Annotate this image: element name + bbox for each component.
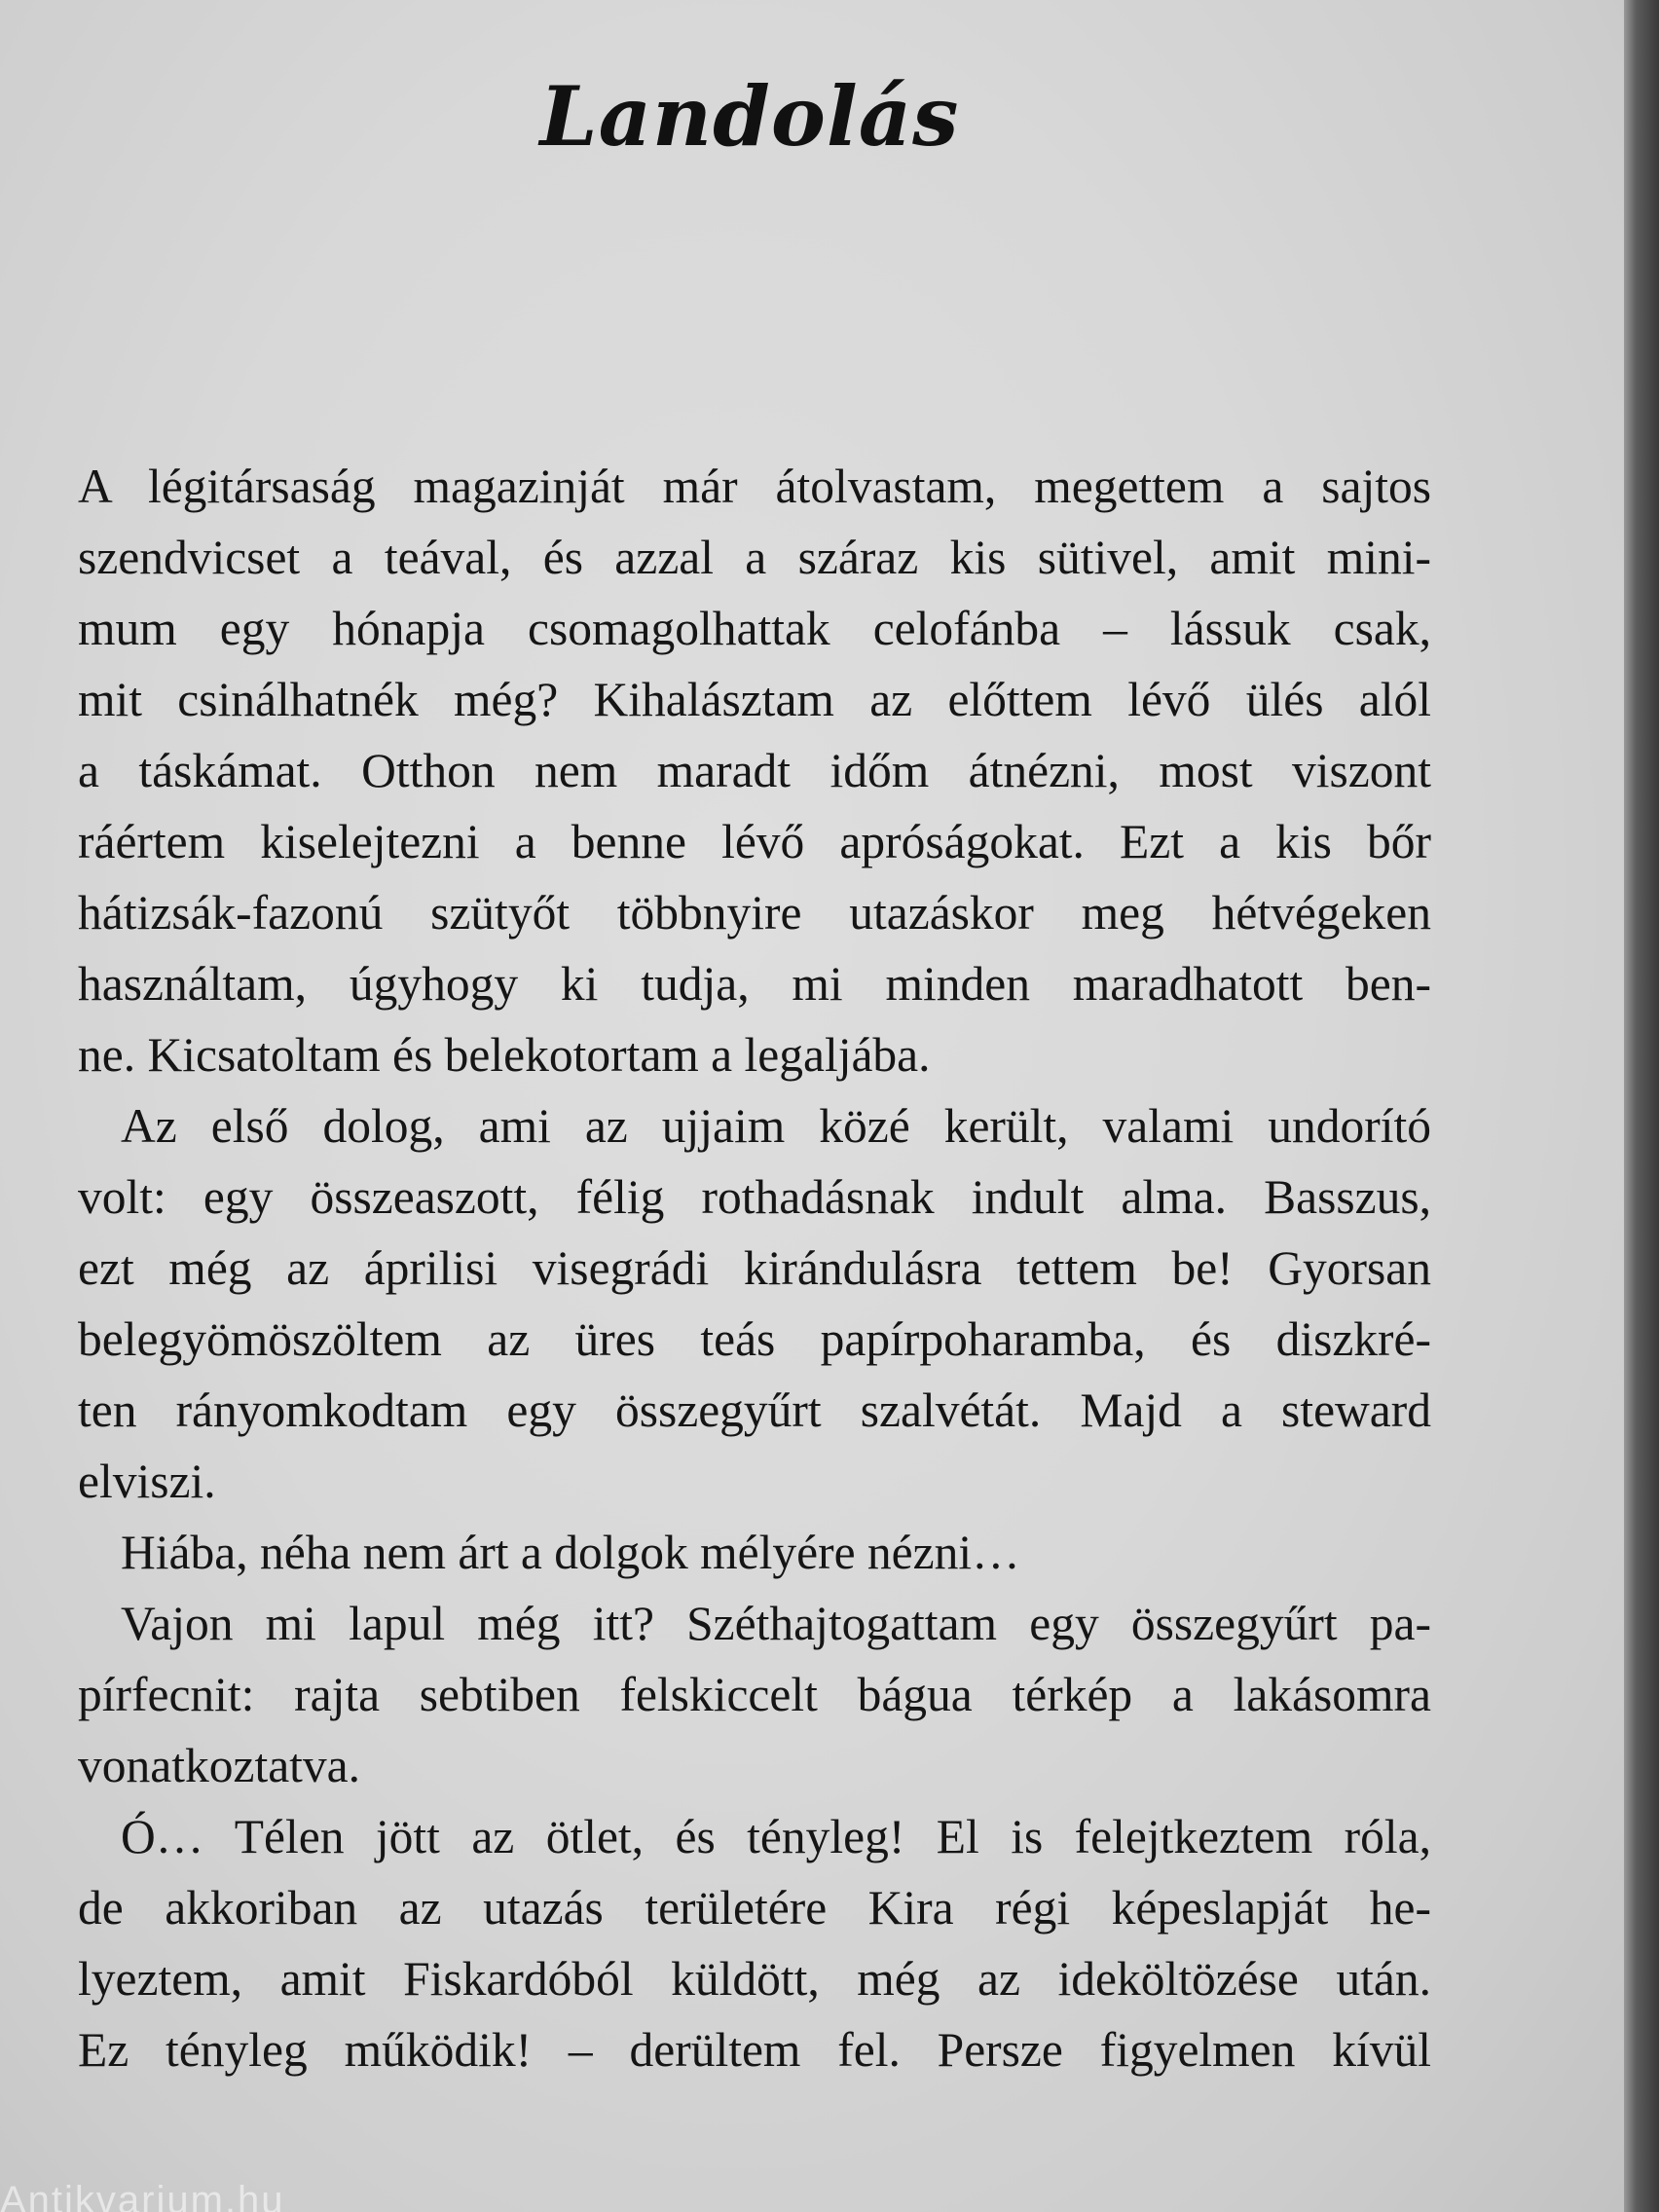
chapter-title: Landolás	[539, 68, 960, 165]
text-line: vonatkoztatva.	[78, 1739, 361, 1792]
paragraph	[78, 1517, 1431, 1588]
text-line: Ó… Télen jött az ötlet, és tényleg! El is felejtkeztem róla,	[121, 1810, 1431, 1863]
text-line: mum egy hónapja csomagolhattak celofánba – lássuk csak,	[78, 602, 1431, 655]
text-line: használtam, úgyhogy ki tudja, mi minden maradhatott ben-	[78, 957, 1431, 1011]
text-line: belegyömöszöltem az üres teás papírpoharamba, és diszkré-	[78, 1312, 1431, 1366]
text-line: lyeztem, amit Fiskardóból küldött, még az ideköltözése után.	[78, 1952, 1431, 2006]
text-line: ráértem kiselejtezni a benne lévő apróságokat. Ezt a kis bőr	[78, 815, 1431, 868]
text-line: Az első dolog, ami az ujjaim közé került, valami undorító	[121, 1099, 1431, 1153]
text-line: pírfecnit: rajta sebtiben felskiccelt bágua térkép a lakásomra	[78, 1668, 1431, 1721]
text-line: szendvicset a teával, és azzal a száraz kis sütivel, amit mini-	[78, 531, 1431, 584]
text-line: A légitársaság magazinját már átolvastam, megettem a sajtos	[78, 460, 1431, 513]
text-line: elviszi.	[78, 1455, 216, 1508]
page-edge-shadow	[1624, 0, 1659, 2212]
chapter-body	[78, 451, 1431, 2085]
text-line: de akkoriban az utazás területére Kira régi képeslapját he-	[78, 1881, 1431, 1935]
text-line: ne. Kicsatoltam és belekotortam a legaljába.	[78, 1028, 931, 1082]
text-line: Vajon mi lapul még itt? Széthajtogattam egy összegyűrt pa-	[121, 1597, 1431, 1650]
text-line: a táskámat. Otthon nem maradt időm átnézni, most viszont	[78, 744, 1431, 797]
text-line: hátizsák-fazonú szütyőt többnyire utazáskor meg hétvégeken	[78, 886, 1431, 940]
text-line: ten rányomkodtam egy összegyűrt szalvétát. Majd a steward	[78, 1383, 1431, 1437]
paragraph	[78, 1801, 1431, 2085]
text-line: volt: egy összeaszott, félig rothadásnak indult alma. Basszus,	[78, 1170, 1431, 1224]
text-line: Hiába, néha nem árt a dolgok mélyére nézni…	[121, 1526, 1020, 1579]
paragraph	[78, 1588, 1431, 1801]
watermark: Antikvarium.hu	[0, 2179, 285, 2212]
paragraph	[78, 1090, 1431, 1517]
text-line: mit csinálhatnék még? Kihalásztam az előttem lévő ülés alól	[78, 673, 1431, 726]
paragraph	[78, 451, 1431, 1090]
text-line: ezt még az áprilisi visegrádi kirándulásra tettem be! Gyorsan	[78, 1241, 1431, 1295]
text-line: Ez tényleg működik! – derültem fel. Persze figyelmen kívül	[78, 2023, 1431, 2077]
